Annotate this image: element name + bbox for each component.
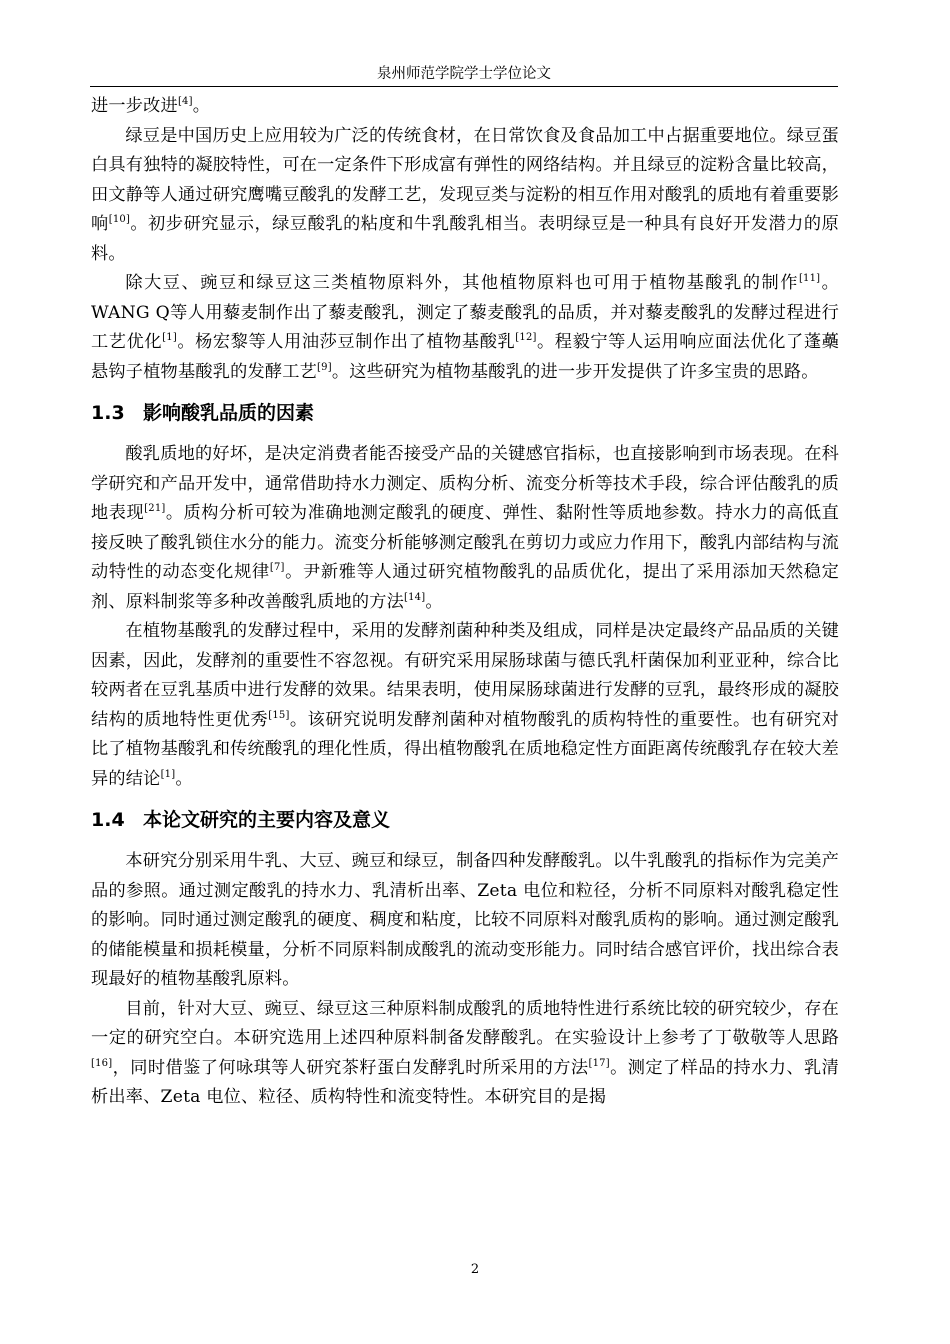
citation: [12] bbox=[515, 332, 537, 343]
paragraph bbox=[91, 122, 839, 270]
text-run: 。尹新雅等人通过研究植物酸乳的品质优化，提出了采用添加天然稳定剂、原料制浆等多种改善酸乳质地的方法 bbox=[91, 562, 839, 612]
text-run: 。测定了样品的持水力、乳清析出率、Zeta 电位、粒径、质构特性和流变特性。本研究目的是揭 bbox=[91, 1057, 839, 1107]
text-run: 酸乳质地的好坏，是决定消费者能否接受产品的关键感官指标，也直接影响到市场表现。在科学研究和产品开发中，通常借助持水力测定、质构分析、流变分析等技术手段，综合评估酸乳的质地表现 bbox=[91, 444, 839, 523]
text-run: 。质构分析可较为准确地测定酸乳的硬度、弹性、黏附性等质地参数。持水力的高低直接反映了酸乳锁住水分的能力。流变分析能够测定酸乳在剪切力或应力作用下，酸乳内部结构与流动特性的动态变化规律 bbox=[91, 503, 839, 582]
section-heading bbox=[91, 807, 839, 833]
citation: [4] bbox=[177, 96, 193, 107]
text-run: 。 bbox=[192, 96, 211, 116]
section-number: 1.3 bbox=[91, 402, 125, 424]
citation: [16] bbox=[91, 1057, 113, 1069]
paragraph bbox=[91, 440, 839, 617]
citation: [11] bbox=[798, 273, 821, 284]
citation: [10] bbox=[108, 214, 131, 225]
paragraph bbox=[91, 995, 839, 1113]
running-header: 泉州师范学院学士学位论文 bbox=[377, 66, 551, 82]
text-run: 。这些研究为植物基酸乳的进一步开发提供了许多宝贵的思路。 bbox=[331, 361, 819, 382]
page-number: 2 bbox=[470, 1262, 480, 1277]
paragraph bbox=[91, 617, 839, 794]
citation: [1] bbox=[162, 332, 177, 343]
citation: [7] bbox=[269, 562, 285, 573]
text-run: 除大豆、豌豆和绿豆这三类植物原料外，其他植物原料也可用于植物基酸乳的制作 bbox=[125, 273, 799, 293]
text-run: 。WANG Q等人用藜麦制作出了藜麦酸乳，测定了藜麦酸乳的品质，并对藜麦酸乳的发酵过程进行工艺优化 bbox=[91, 273, 839, 352]
paragraph bbox=[91, 847, 839, 995]
text-run: 目前，针对大豆、豌豆、绿豆这三种原料制成酸乳的质地特性进行系统比较的研究较少，存在一定的研究空白。本研究选用上述四种原料制备发酵酸乳。在实验设计上参考了丁敬敬等人思路 bbox=[91, 998, 839, 1048]
text-run: ，同时借鉴了何咏琪等人研究茶籽蛋白发酵乳时所采用的方法 bbox=[112, 1057, 589, 1078]
citation: [21] bbox=[144, 503, 166, 514]
section-title: 本论文研究的主要内容及意义 bbox=[143, 809, 391, 831]
text-run: 在植物基酸乳的发酵过程中，采用的发酵剂菌种种类及组成，同样是决定最终产品品质的关键因素，因此，发酵剂的重要性不容忽视。有研究采用屎肠球菌与德氏乳杆菌保加利亚亚种，综合比较两者在豆乳基质中进行发酵的效果。结果表明，使用屎肠球菌进行发酵的豆乳，最终形成的凝胶结构的质地特性更优秀 bbox=[91, 621, 839, 730]
text-run: 。 bbox=[425, 591, 443, 612]
text-run: 绿豆是中国历史上应用较为广泛的传统食材，在日常饮食及食品加工中占据重要地位。绿豆蛋白具有独特的凝胶特性，可在一定条件下形成富有弹性的网络结构。并且绿豆的淀粉含量比较高，田文静等人通过研究鹰嘴豆酸乳的发酵工艺，发现豆类与淀粉的相互作用对酸乳的质地有着重要影响 bbox=[91, 125, 839, 234]
body-text bbox=[91, 92, 839, 1113]
text-run: 。初步研究显示，绿豆酸乳的粘度和牛乳酸乳相当。表明绿豆是一种具有良好开发潜力的原料。 bbox=[91, 214, 839, 264]
section-heading bbox=[91, 400, 839, 426]
text-run: 。 bbox=[175, 768, 193, 789]
text-run: 进一步改进 bbox=[91, 96, 178, 116]
paragraph bbox=[91, 269, 839, 387]
citation: [9] bbox=[317, 361, 332, 373]
text-run: 。杨宏黎等人用油莎豆制作出了植物基酸乳 bbox=[176, 332, 516, 352]
citation: [1] bbox=[160, 768, 176, 780]
citation: [14] bbox=[403, 591, 426, 603]
header-rule bbox=[90, 86, 838, 87]
section-title: 影响酸乳品质的因素 bbox=[143, 402, 315, 424]
text-run: 。程毅宁等人运用响应面法优化了蓬蘽悬钩子植物基酸乳的发酵工艺 bbox=[91, 332, 839, 382]
section-number: 1.4 bbox=[91, 809, 125, 831]
paragraph bbox=[91, 92, 839, 122]
text-run: 。该研究说明发酵剂菌种对植物酸乳的质构特性的重要性。也有研究对比了植物基酸乳和传统酸乳的理化性质，得出植物酸乳在质地稳定性方面距离传统酸乳存在较大差异的结论 bbox=[91, 709, 839, 789]
text-run: 本研究分别采用牛乳、大豆、豌豆和绿豆，制备四种发酵酸乳。以牛乳酸乳的指标作为完美产品的参照。通过测定酸乳的持水力、乳清析出率、Zeta 电位和粒径，分析不同原料对酸乳稳定性的影响。同时通过测定酸乳的硬度、稠度和粘度，比较不同原料对酸乳质构的影响。通过测定酸乳的储能模量和损耗模量，分析不同原料制成酸乳的流动变形能力。同时结合感官评价，找出综合表现最好的植物基酸乳原料。 bbox=[91, 851, 839, 989]
citation: [15] bbox=[268, 709, 290, 721]
citation: [17] bbox=[588, 1057, 610, 1069]
